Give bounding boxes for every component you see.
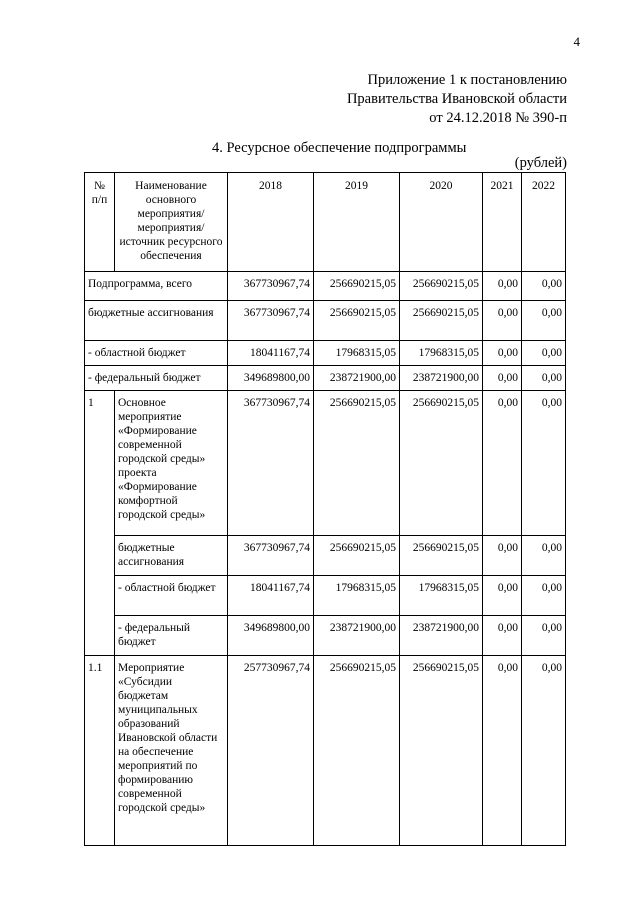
cell-2019: 256690215,05 xyxy=(314,272,400,301)
cell-2020: 238721900,00 xyxy=(400,366,483,391)
cell-2022: 0,00 xyxy=(522,272,566,301)
cell-2022: 0,00 xyxy=(522,576,566,616)
header-2022: 2022 xyxy=(522,173,566,272)
cell-2022: 0,00 xyxy=(522,536,566,576)
table-row xyxy=(85,616,566,656)
unit-label: (рублей) xyxy=(514,155,567,171)
cell-2018: 367730967,74 xyxy=(228,391,314,536)
header-2019: 2019 xyxy=(314,173,400,272)
cell-2019: 17968315,05 xyxy=(314,576,400,616)
table-row xyxy=(85,272,566,301)
row-name: Мероприятие «Субсидии бюджетам муниципальных образований Ивановской области на обеспечение мероприятий по формированию современной городской среды» xyxy=(115,656,228,846)
row-name: - федеральный бюджет xyxy=(115,616,228,656)
cell-2021: 0,00 xyxy=(483,656,522,846)
cell-2020: 256690215,05 xyxy=(400,272,483,301)
cell-2020: 256690215,05 xyxy=(400,536,483,576)
table-header-row xyxy=(85,173,566,272)
cell-2022: 0,00 xyxy=(522,616,566,656)
cell-2018: 367730967,74 xyxy=(228,536,314,576)
cell-2018: 18041167,74 xyxy=(228,576,314,616)
cell-2019: 238721900,00 xyxy=(314,366,400,391)
cell-2019: 256690215,05 xyxy=(314,536,400,576)
table-row xyxy=(85,391,566,536)
table-row xyxy=(85,301,566,341)
row-name: - областной бюджет xyxy=(85,341,228,366)
cell-2021: 0,00 xyxy=(483,366,522,391)
table-row xyxy=(85,576,566,616)
cell-2018: 349689800,00 xyxy=(228,616,314,656)
cell-2022: 0,00 xyxy=(522,656,566,846)
cell-2019: 256690215,05 xyxy=(314,301,400,341)
cell-2020: 256690215,05 xyxy=(400,391,483,536)
appendix-line-1: Приложение 1 к постановлению xyxy=(367,72,567,88)
header-2020: 2020 xyxy=(400,173,483,272)
cell-2021: 0,00 xyxy=(483,272,522,301)
table-row xyxy=(85,656,566,846)
cell-2020: 256690215,05 xyxy=(400,656,483,846)
row-name: - областной бюджет xyxy=(115,576,228,616)
cell-2020: 238721900,00 xyxy=(400,616,483,656)
header-2021: 2021 xyxy=(483,173,522,272)
cell-2018: 257730967,74 xyxy=(228,656,314,846)
cell-2022: 0,00 xyxy=(522,391,566,536)
cell-2020: 17968315,05 xyxy=(400,576,483,616)
header-name: Наименование основного мероприятия/мероприятия/источник ресурсного обеспечения xyxy=(115,173,228,272)
cell-2021: 0,00 xyxy=(483,576,522,616)
appendix-line-2: Правительства Ивановской области xyxy=(346,91,567,107)
appendix-line-3: от 24.12.2018 № 390-п xyxy=(429,110,567,126)
cell-2018: 18041167,74 xyxy=(228,341,314,366)
resource-table xyxy=(84,172,566,846)
header-num: № п/п xyxy=(85,173,115,272)
cell-2022: 0,00 xyxy=(522,301,566,341)
row-name: бюджетные ассигнования xyxy=(115,536,228,576)
row-name: бюджетные ассигнования xyxy=(85,301,228,341)
cell-2019: 238721900,00 xyxy=(314,616,400,656)
row-num: 1 xyxy=(85,391,115,656)
header-2018: 2018 xyxy=(228,173,314,272)
row-name: Подпрограмма, всего xyxy=(85,272,228,301)
cell-2018: 367730967,74 xyxy=(228,272,314,301)
row-num: 1.1 xyxy=(85,656,115,846)
cell-2022: 0,00 xyxy=(522,341,566,366)
cell-2020: 17968315,05 xyxy=(400,341,483,366)
cell-2021: 0,00 xyxy=(483,341,522,366)
row-name: - федеральный бюджет xyxy=(85,366,228,391)
cell-2018: 367730967,74 xyxy=(228,301,314,341)
table-row xyxy=(85,366,566,391)
cell-2020: 256690215,05 xyxy=(400,301,483,341)
table-row xyxy=(85,341,566,366)
cell-2022: 0,00 xyxy=(522,366,566,391)
cell-2019: 256690215,05 xyxy=(314,656,400,846)
row-name: Основное мероприятие «Формирование современной городской среды» проекта «Формирование комфортной городской среды» xyxy=(115,391,228,536)
cell-2018: 349689800,00 xyxy=(228,366,314,391)
table-row xyxy=(85,536,566,576)
cell-2021: 0,00 xyxy=(483,301,522,341)
page-number: 4 xyxy=(573,34,580,49)
cell-2019: 256690215,05 xyxy=(314,391,400,536)
cell-2021: 0,00 xyxy=(483,391,522,536)
cell-2021: 0,00 xyxy=(483,616,522,656)
appendix-header xyxy=(347,71,567,128)
cell-2021: 0,00 xyxy=(483,536,522,576)
cell-2019: 17968315,05 xyxy=(314,341,400,366)
section-title: 4. Ресурсное обеспечение подпрограммы xyxy=(212,140,467,156)
